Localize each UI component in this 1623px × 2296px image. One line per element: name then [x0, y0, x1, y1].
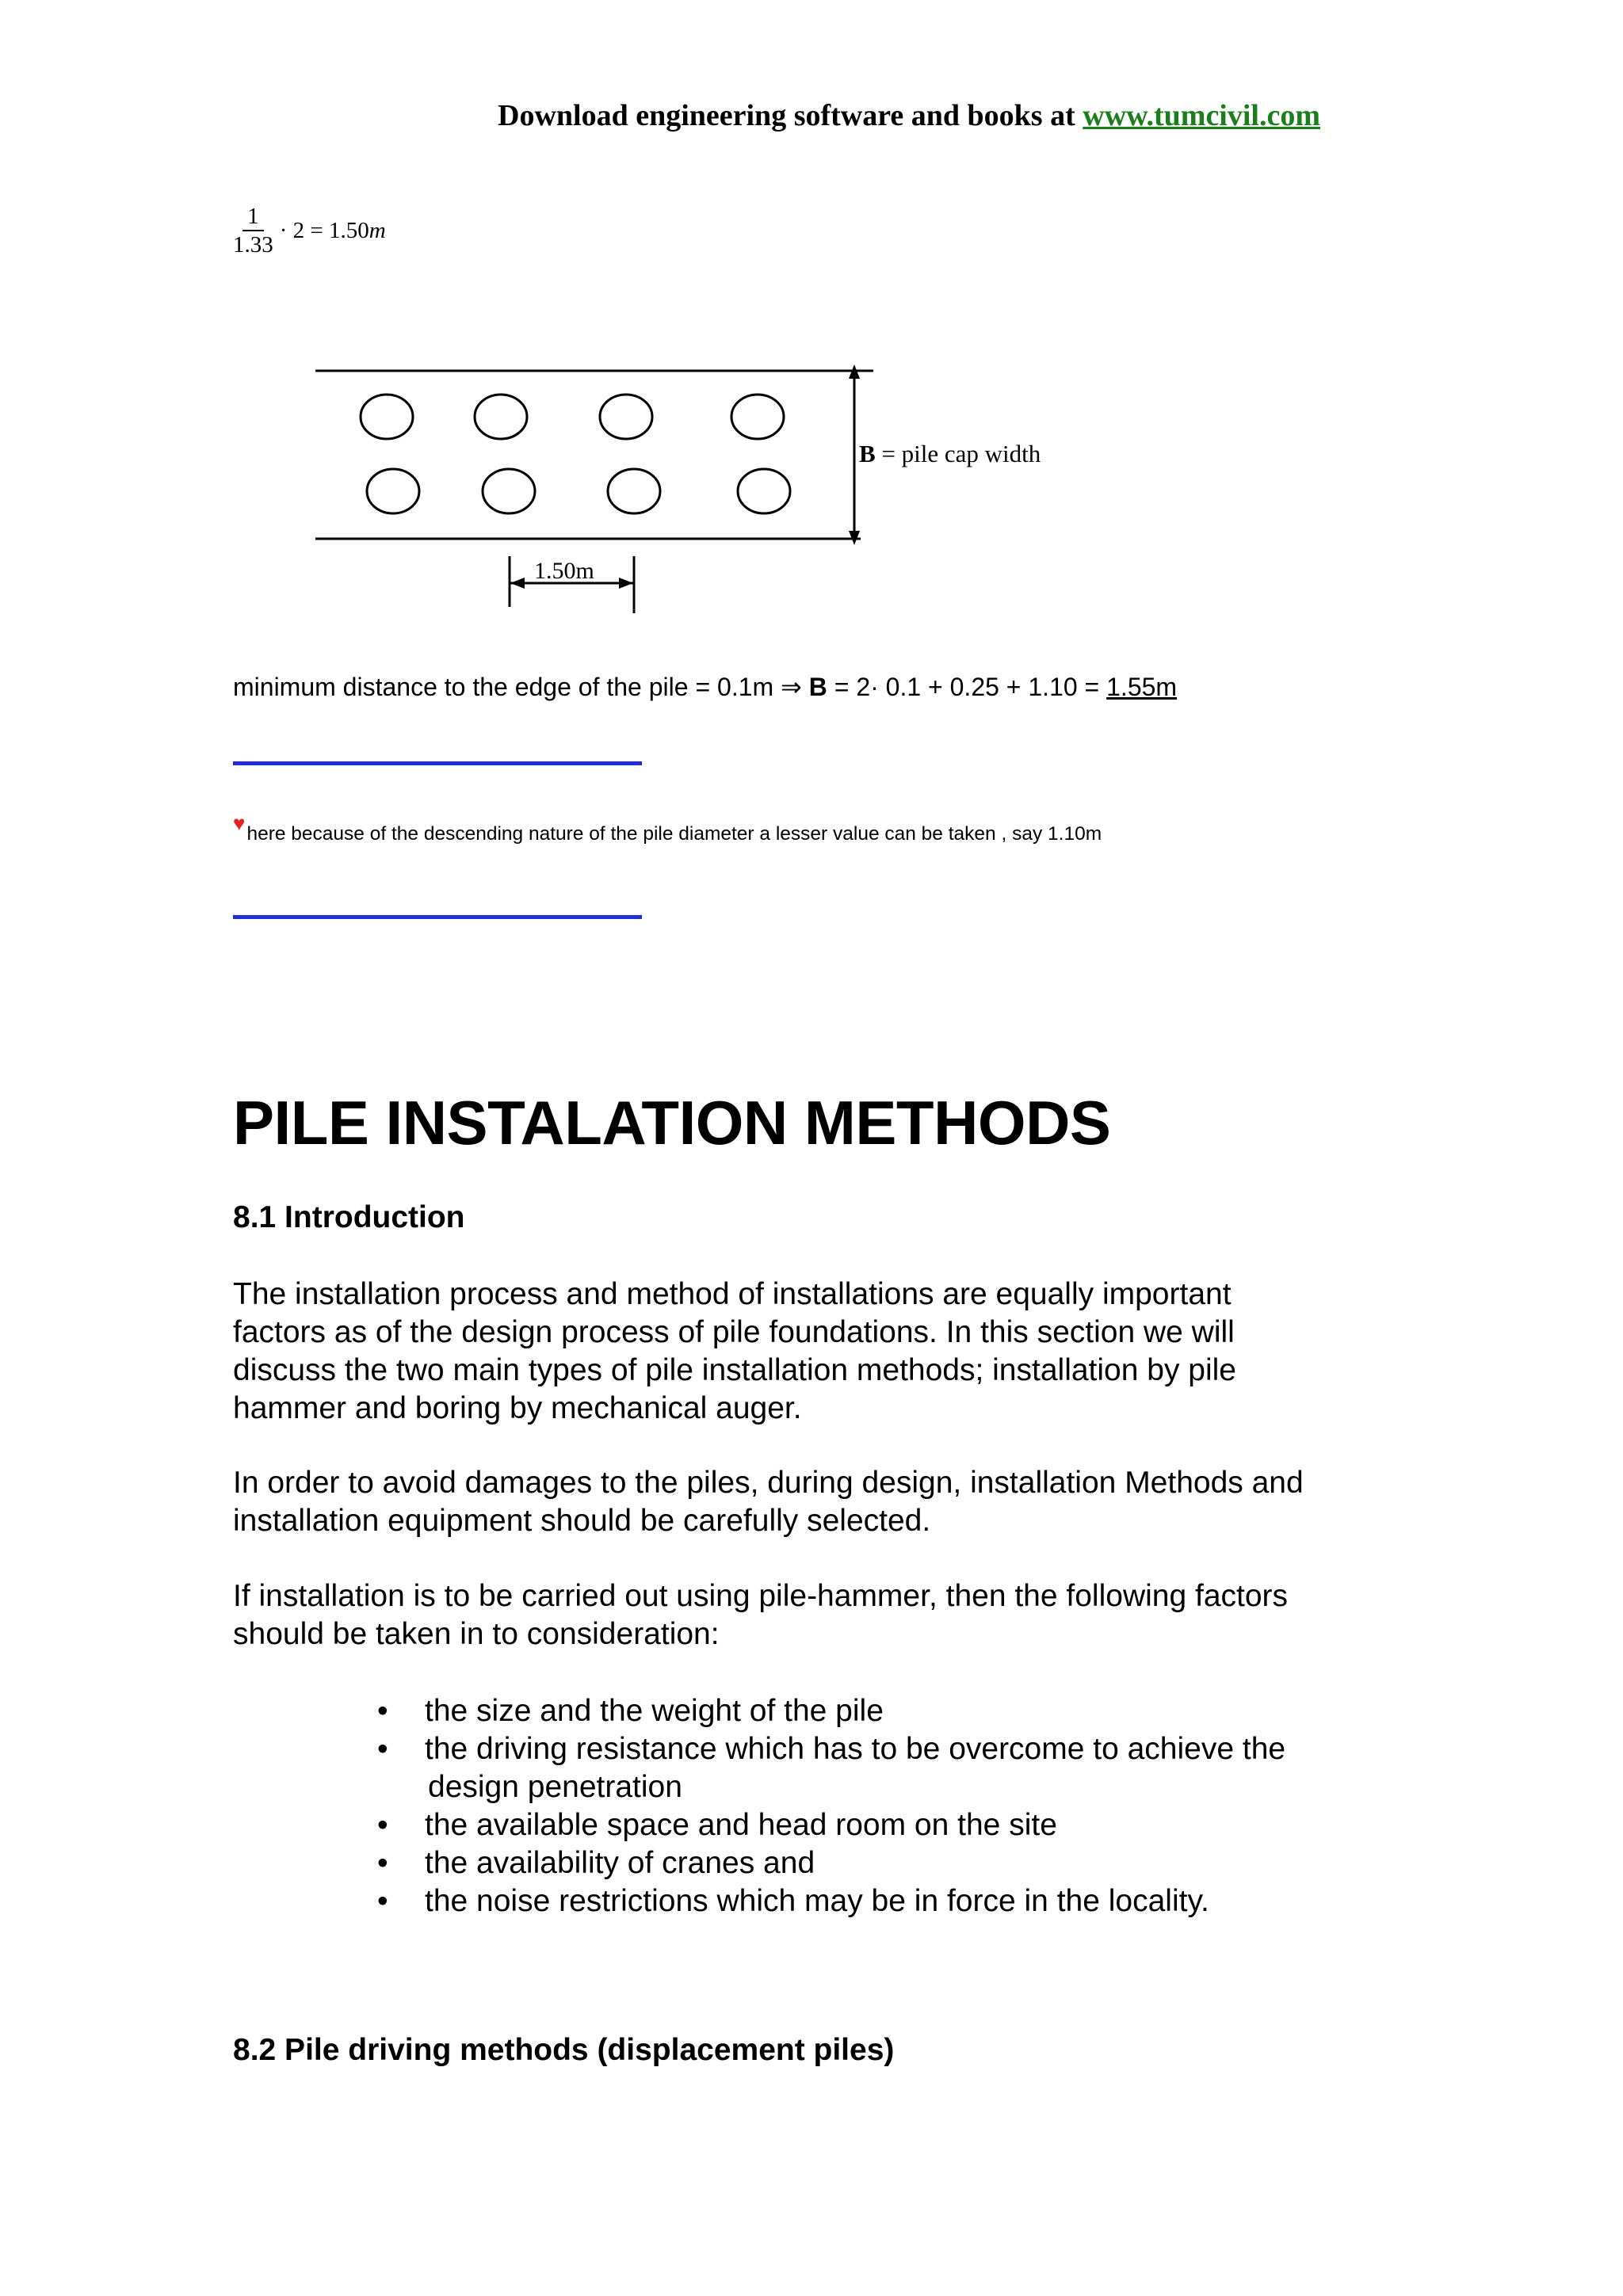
pile-circle [475, 395, 527, 439]
paragraph-line: factors as of the design process of pile foundations. In this section we will [233, 1315, 1235, 1349]
formula-result-unit: m [369, 217, 386, 243]
spacing-label: 1.50m [534, 558, 594, 584]
list-item-text: design penetration [428, 1770, 682, 1804]
list-item [372, 1730, 1285, 1768]
arrowhead-left [510, 578, 525, 589]
pile-circle [483, 469, 535, 513]
bullet-icon: • [377, 1808, 388, 1842]
pile-circle [608, 469, 660, 513]
pile-circle [738, 469, 790, 513]
list-item-continuation [372, 1768, 1285, 1806]
section-heading-introduction: 8.1 Introduction [233, 1200, 465, 1234]
heart-icon: ♥ [233, 811, 246, 835]
list-item [372, 1806, 1285, 1844]
chapter-title: PILE INSTALATION METHODS [233, 1088, 1111, 1158]
paragraph-line: hammer and boring by mechanical auger. [233, 1391, 802, 1425]
intro-paragraph-3 [233, 1577, 1390, 1653]
footnote [233, 811, 1102, 845]
list-item [372, 1692, 1285, 1730]
fraction [233, 203, 273, 258]
spacing-formula [233, 203, 386, 258]
paragraph-line: discuss the two main types of pile installation methods; installation by pile [233, 1353, 1236, 1387]
intro-paragraph-2 [233, 1464, 1390, 1540]
footnote-separator-bottom [233, 915, 642, 919]
bullet-icon: • [377, 1732, 388, 1766]
fraction-numerator: 1 [242, 203, 264, 231]
list-item [372, 1844, 1285, 1882]
bullet-icon: • [377, 1694, 388, 1728]
calc-middle: = 2· 0.1 + 0.25 + 1.10 = [827, 673, 1107, 701]
paragraph-line: should be taken in to consideration: [233, 1617, 720, 1651]
pile-cap-diagram [309, 357, 1086, 626]
pile-circle [600, 395, 652, 439]
paragraph-line: installation equipment should be carefully selected. [233, 1504, 931, 1538]
paragraph-line: If installation is to be carried out using pile-hammer, then the following factors [233, 1579, 1289, 1613]
factors-bullet-list [372, 1692, 1285, 1920]
fraction-denominator: 1.33 [233, 232, 273, 257]
list-item-text: the availability of cranes and [425, 1846, 815, 1880]
footnote-text: here because of the descending nature of the pile diameter a lesser value can be taken , say 1.10m [246, 823, 1102, 845]
calc-prefix: minimum distance to the edge of the pile = 0.1m ⇒ [233, 673, 809, 701]
list-item-text: the available space and head room on the site [425, 1808, 1057, 1842]
footnote-separator-top [233, 761, 642, 765]
intro-paragraph-1 [233, 1276, 1390, 1428]
list-item-text: the size and the weight of the pile [425, 1694, 884, 1728]
list-item-text: the driving resistance which has to be overcome to achieve the [425, 1732, 1286, 1766]
pile-circle [367, 469, 419, 513]
list-item-text: the noise restrictions which may be in force in the locality. [425, 1884, 1209, 1918]
section-heading-pile-driving: 8.2 Pile driving methods (displacement piles) [233, 2033, 895, 2067]
pile-circle [361, 395, 413, 439]
bullet-icon: • [377, 1846, 388, 1880]
arrowhead-right [619, 578, 633, 589]
paragraph-line: In order to avoid damages to the piles, during design, installation Methods and [233, 1466, 1304, 1500]
calc-symbol: B [808, 673, 827, 701]
formula-result [280, 218, 386, 244]
page-header [498, 98, 1320, 133]
header-link[interactable]: www.tumcivil.com [1083, 99, 1320, 132]
list-item [372, 1882, 1285, 1920]
edge-distance-calculation [233, 672, 1177, 702]
pile-circle [731, 395, 784, 439]
header-text: Download engineering software and books at [498, 99, 1083, 132]
calc-result: 1.55m [1106, 673, 1178, 701]
formula-result-value: · 2 = 1.50 [279, 217, 369, 243]
bullet-icon: • [377, 1884, 388, 1918]
width-label: B = pile cap width [859, 440, 1041, 467]
paragraph-line: The installation process and method of installations are equally important [233, 1277, 1232, 1311]
